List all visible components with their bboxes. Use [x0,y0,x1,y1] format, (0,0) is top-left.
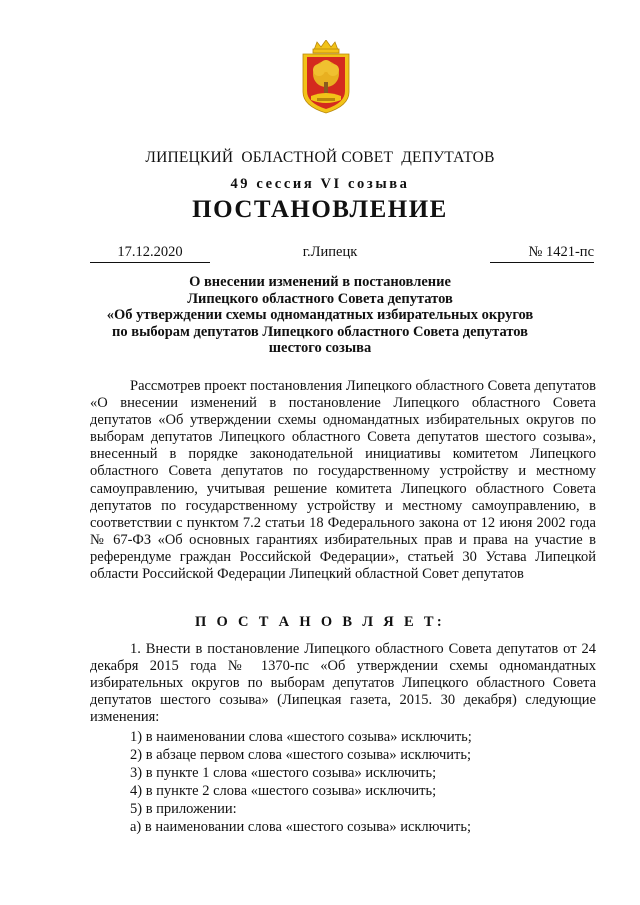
point-1-paragraph: 1. Внести в постановление Липецкого областного Совета депутатов от 24 декабря 2015 года № 1370-пс «Об утверждении схемы одномандатных избирательных округов по выборам депутатов Липецкого областного Совета депутатов шестого созыва» (Липецкая газета, 2015. 30 декабря) следующие изменения: [90,641,596,726]
subject-line: шестого созыва [268,340,372,356]
document-type-title: ПОСТАНОВЛЕНИЕ [192,196,448,223]
list-item: а) в наименовании слова «шестого созыва» исключить; [130,819,471,835]
subject-line: «Об утверждении схемы одномандатных избирательных округов [106,307,534,323]
session-label: 49 сессия VI созыва [230,176,410,192]
list-item: 2) в абзаце первом слова «шестого созыва» исключить; [130,747,471,763]
subject-line: О внесении изменений в постановление [189,274,451,290]
subject-line: Липецкого областного Совета депутатов [187,290,453,307]
coat-of-arms-icon [297,40,355,114]
document-city: г.Липецк [302,244,358,260]
resolves-heading: П О С Т А Н О В Л Я Е Т: [195,614,445,630]
subject-line: по выборам депутатов Липецкого областного Совета депутатов [112,323,528,340]
list-item: 4) в пункте 2 слова «шестого созыва» исключить; [130,783,437,799]
list-item: 3) в пункте 1 слова «шестого созыва» исключить; [130,765,437,781]
list-item: 5) в приложении: [130,801,237,817]
preamble-paragraph: Рассмотрев проект постановления Липецкого областного Совета депутатов «О внесении изменений в постановление Липецкого областного Совета депутатов «Об утверждении схемы одномандатных избирательных округов по выборам депутатов Липецкого областного Совета депутатов шестого созыва», внесенный в порядке законодательной инициативы комитетом Липецкого областного Совета депутатов по государственному устройству и местному самоуправлению, учитывая решение комитета Липецкого областного Совета депутатов по государственному устройству и местному самоуправлению, в соответствии с пунктом 7.2 статьи 18 Федерального закона от 12 июня 2002 года № 67-ФЗ «Об основных гарантиях избирательных прав и права на участие в референдуме граждан Российской Федерации», статьей 30 Устава Липецкой области Российской Федерации Липецкий областной Совет депутатов [90,378,596,583]
resolution-subject [80,274,560,357]
document-number: № 1421-пс [490,244,594,263]
council-name: ЛИПЕЦКИЙ ОБЛАСТНОЙ СОВЕТ ДЕПУТАТОВ [145,149,495,166]
list-item: 1) в наименовании слова «шестого созыва» исключить; [130,729,472,745]
document-date: 17.12.2020 [90,244,210,263]
